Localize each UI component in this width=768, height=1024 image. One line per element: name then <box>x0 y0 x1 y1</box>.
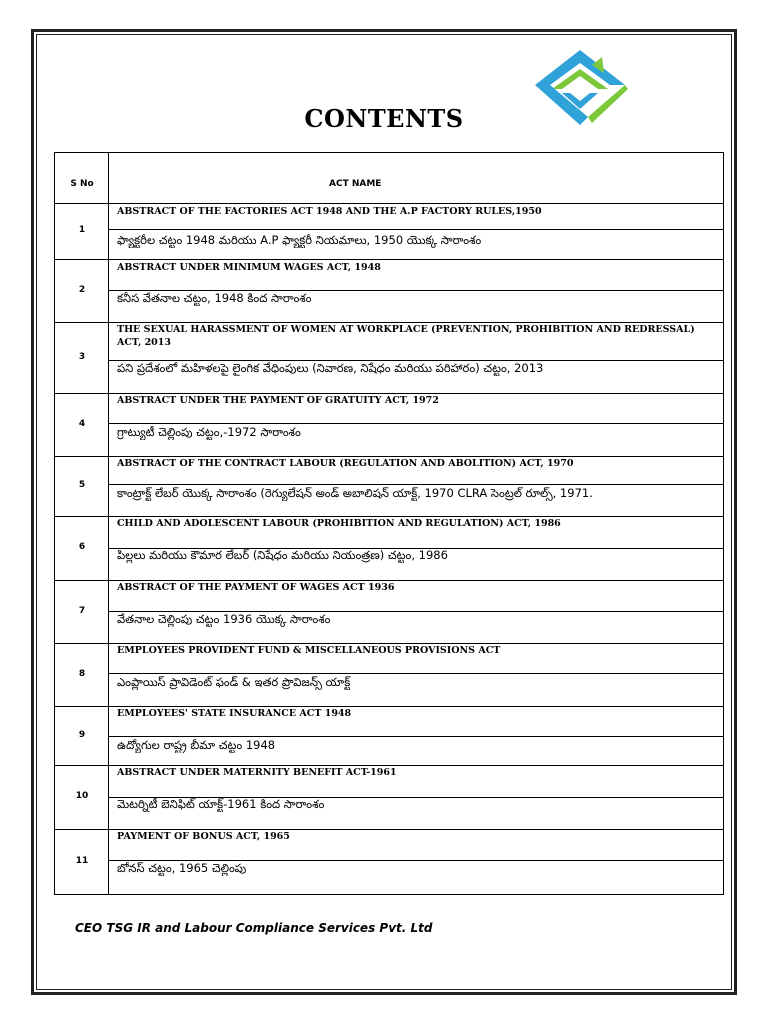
act-name-english: ABSTRACT OF THE FACTORIES ACT 1948 AND THE A.P FACTORY RULES,1950 <box>117 206 542 217</box>
row-divider <box>55 259 723 260</box>
act-name-english: EMPLOYEES PROVIDENT FUND & MISCELLANEOUS PROVISIONS ACT <box>117 645 501 656</box>
header-divider <box>55 203 723 204</box>
row-inner-divider <box>109 229 723 230</box>
row-sno: 7 <box>78 606 86 616</box>
header-act-name: ACT NAME <box>329 179 382 189</box>
act-name-telugu: ఉద్యోగుల రాష్ట్ర బీమా చట్టం 1948 <box>117 738 276 752</box>
row-sno: 3 <box>78 352 86 362</box>
act-name-english: ABSTRACT OF THE PAYMENT OF WAGES ACT 1936 <box>117 582 395 593</box>
row-sno: 8 <box>78 669 86 679</box>
act-name-telugu: గ్రాట్యుటీ చెల్లింపు చట్టం,-1972 సారాంశం <box>117 425 301 439</box>
row-sno: 2 <box>78 285 86 295</box>
contents-table <box>54 152 724 895</box>
row-sno: 1 <box>78 225 86 235</box>
act-name-telugu: పిల్లలు మరియు కౌమార లేబర్ (నిషేధం మరియు నియంత్రణ) చట్టం, 1986 <box>117 548 448 562</box>
act-name-english: EMPLOYEES' STATE INSURANCE ACT 1948 <box>117 708 352 719</box>
row-sno: 5 <box>78 480 86 490</box>
row-sno: 9 <box>78 730 86 740</box>
row-sno: 6 <box>78 542 86 552</box>
act-name-english: CHILD AND ADOLESCENT LABOUR (PROHIBITION AND REGULATION) ACT, 1986 <box>117 518 561 529</box>
act-name-telugu: కనీస వేతనాల చట్టం, 1948 కింద సారాంశం <box>117 291 312 305</box>
row-sno: 4 <box>78 419 86 429</box>
act-name-telugu: బోనస్ చట్టం, 1965 చెల్లింపు <box>117 861 247 875</box>
act-name-english: THE SEXUAL HARASSMENT OF WOMEN AT WORKPLACE (PREVENTION, PROHIBITION AND REDRESSAL) ACT, 2013 <box>117 324 695 348</box>
act-name-telugu: ఎంప్లాయిస్ ప్రావిడెంట్ ఫండ్ & ఇతర ప్రొవిజన్స్ యాక్ట్ <box>117 675 351 689</box>
row-sno: 11 <box>75 856 89 866</box>
act-name-telugu: వేతనాల చెల్లింపు చట్టం 1936 యొక్క సారాంశం <box>117 612 331 626</box>
act-name-telugu: ఫ్యాక్టరీల చట్టం 1948 మరియు A.P ఫ్యాక్టరీ నియమాలు, 1950 యొక్క సారాంశం <box>117 233 482 247</box>
sno-column <box>55 153 109 894</box>
footer-company: CEO TSG IR and Labour Compliance Services Pvt. Ltd <box>75 921 433 935</box>
act-name-telugu: మెటర్నిటీ బెనిఫిట్ యాక్ట్-1961 కింద సారాంశం <box>117 797 325 811</box>
act-name-english: ABSTRACT UNDER MATERNITY BENEFIT ACT-1961 <box>117 767 397 778</box>
act-name-english: ABSTRACT UNDER THE PAYMENT OF GRATUITY ACT, 1972 <box>117 395 439 406</box>
header-sno: S No <box>70 179 94 189</box>
act-name-english: ABSTRACT OF THE CONTRACT LABOUR (REGULATION AND ABOLITION) ACT, 1970 <box>117 458 574 469</box>
act-name-english: PAYMENT OF BONUS ACT, 1965 <box>117 831 290 842</box>
act-name-telugu: కాంట్రాక్ట్ లేబర్ యొక్క సారాంశం (రెగ్యులేషన్ అండ్ అబాలిషన్ యాక్ట్, 1970 CLRA సెంట్రల్ రూల్స్, 1971. <box>117 486 593 500</box>
act-name-english: ABSTRACT UNDER MINIMUM WAGES ACT, 1948 <box>117 262 381 273</box>
act-name-telugu: పని ప్రదేశంలో మహిళలపై లైంగిక వేధింపులు (నివారణ, నిషేధం మరియు పరిహారం) చట్టం, 2013 <box>117 361 544 375</box>
row-sno: 10 <box>75 791 89 801</box>
page-title: CONTENTS <box>304 104 464 133</box>
